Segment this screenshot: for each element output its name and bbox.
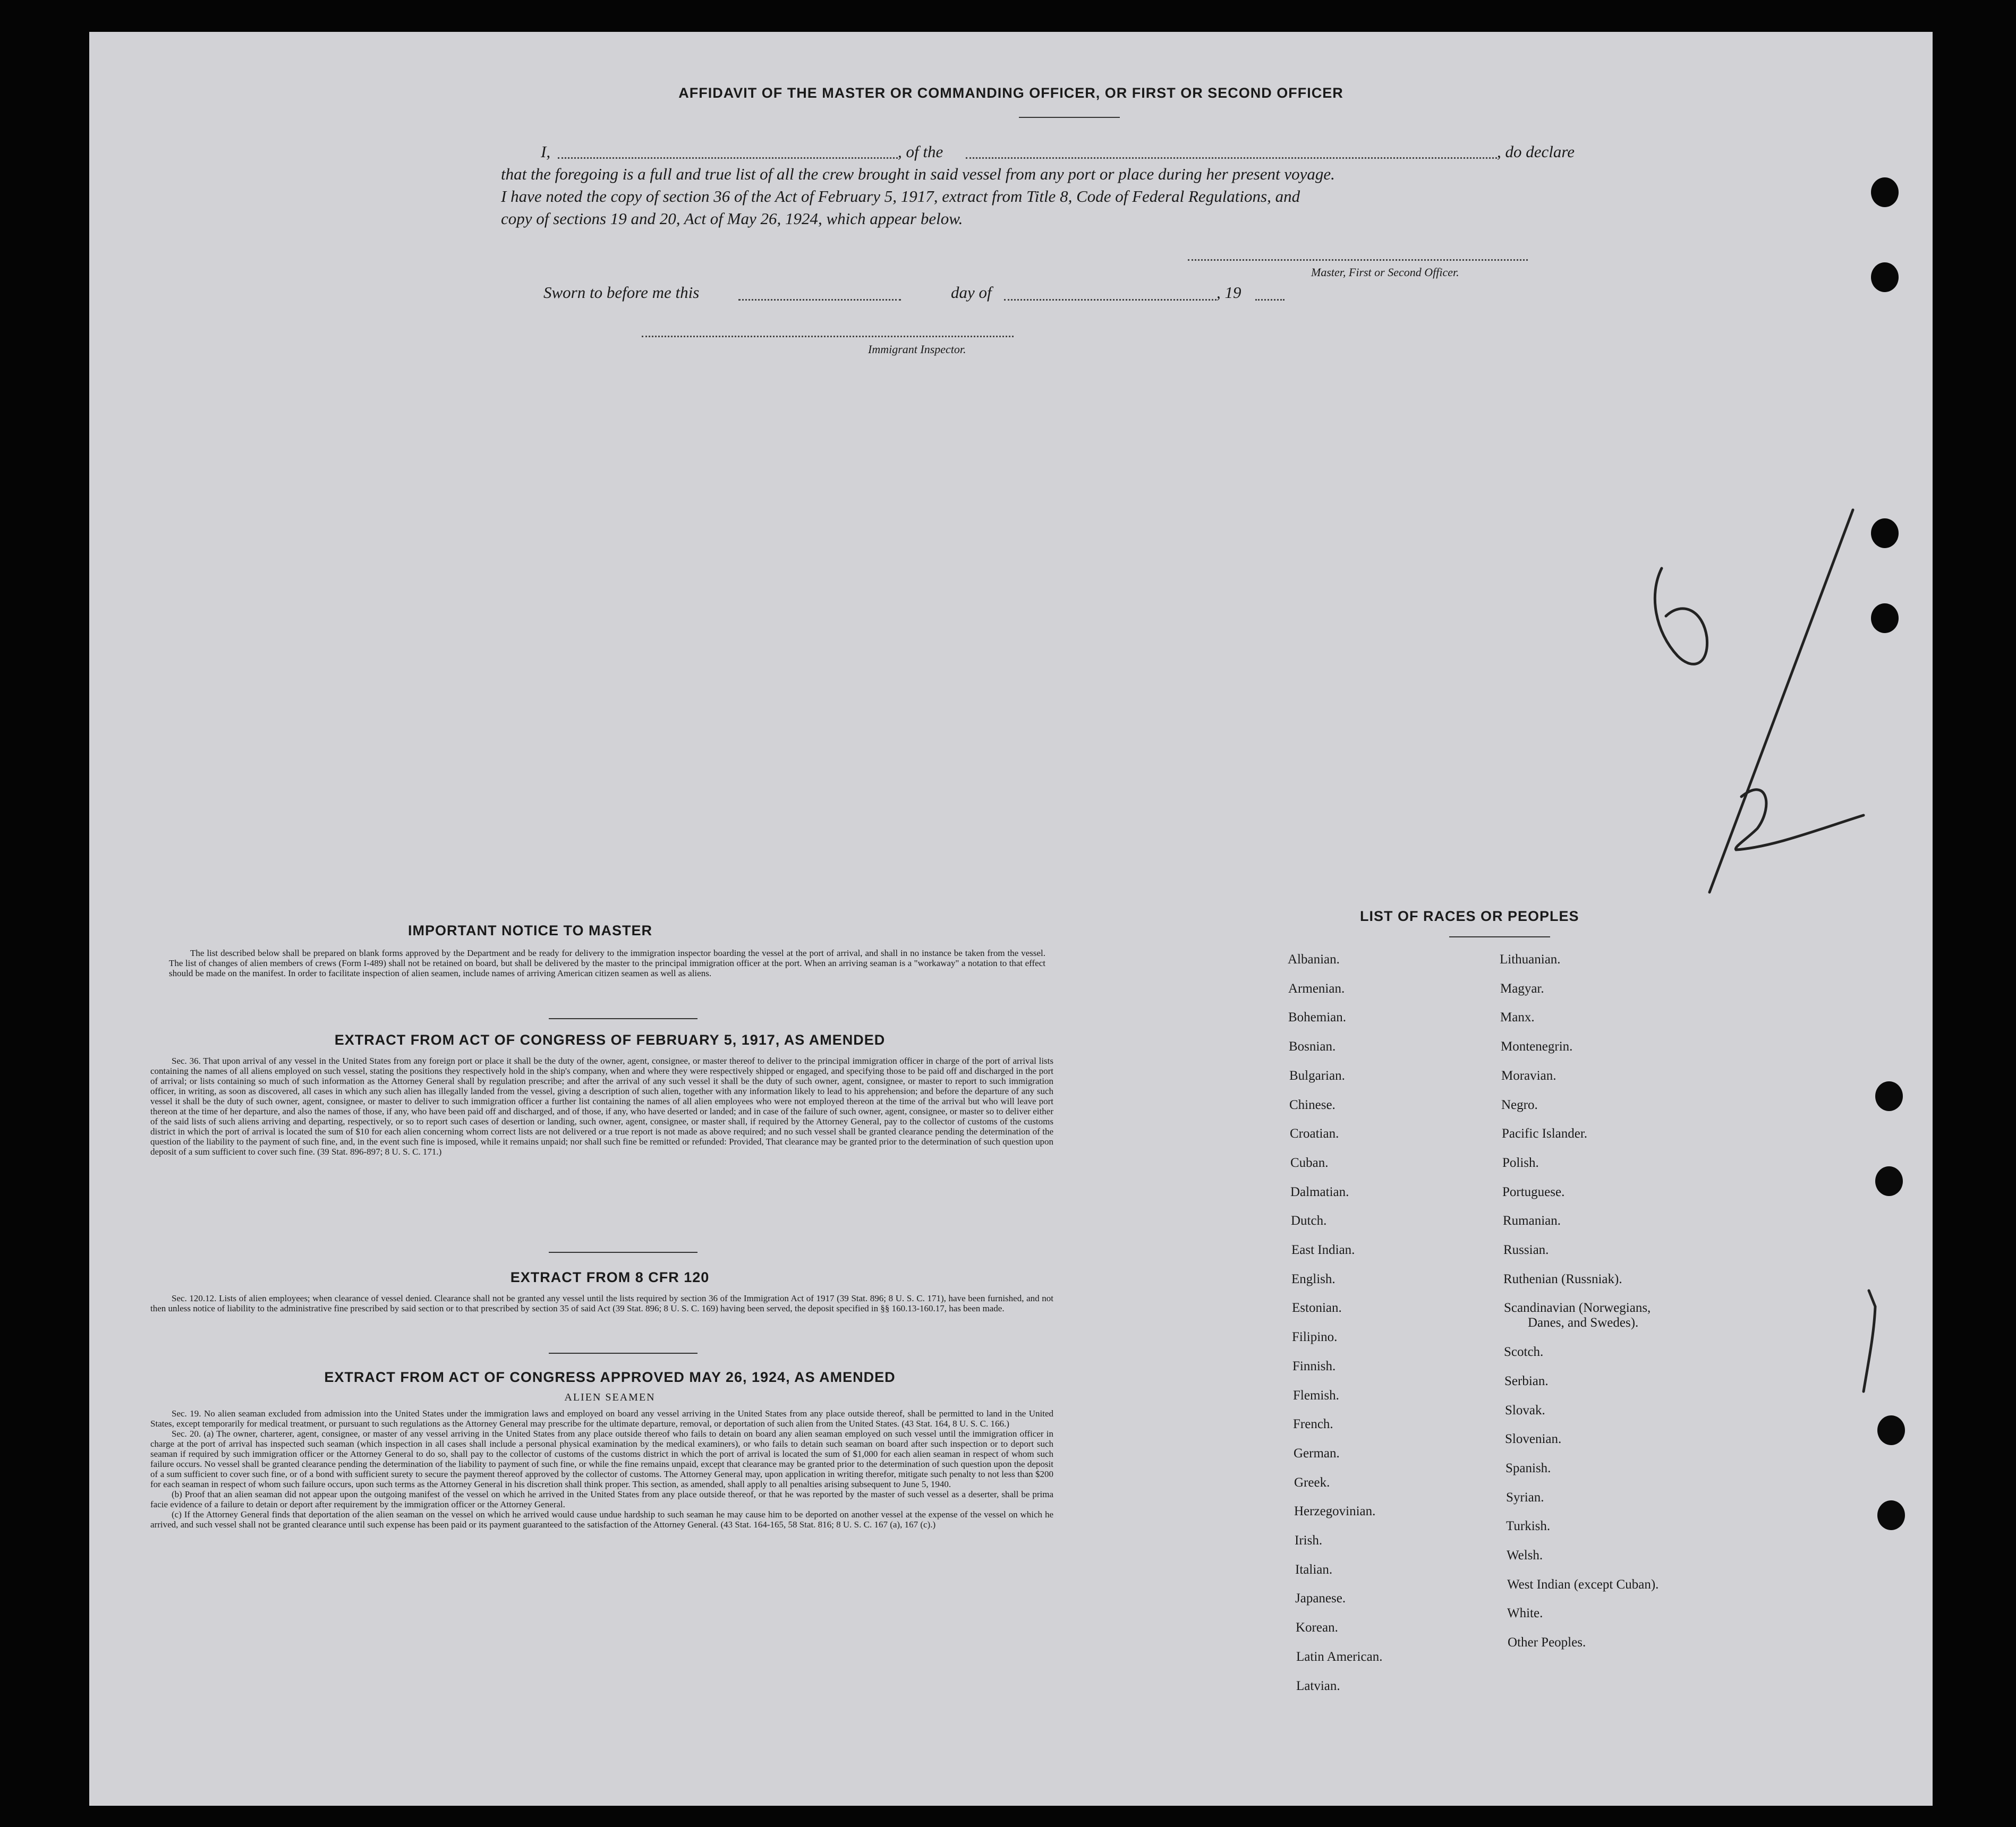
divider [1449, 936, 1550, 937]
inspector-signature-line[interactable] [642, 336, 1014, 337]
notice-body: The list described below shall be prepared on blank forms approved by the Department and be ready for delivery to the immigration inspector boarding the vessel at the port of arrival, and shall in no instance be taken from the vessel. The list of changes of alien members of crews (Form I-489) shall not be retained on board, but shall be delivered by the master to the principal immigration officer at the port. When an arriving seaman is a "workaway" a notation to that effect should be made on the manifest. In order to facilitate inspection of alien seamen, include names of arriving American citizen seamen as well as aliens. [169, 948, 1045, 978]
extract-1924-subtitle: ALIEN SEAMEN [564, 1391, 656, 1403]
divider [549, 1018, 697, 1019]
notice-title: IMPORTANT NOTICE TO MASTER [408, 923, 652, 938]
punch-hole [1871, 603, 1899, 633]
handwritten-one [1864, 1291, 1875, 1391]
punch-hole [1877, 1415, 1905, 1445]
race-item: Syrian. [1506, 1490, 1544, 1505]
affidavit-title: AFFIDAVIT OF THE MASTER OR COMMANDING OFFICER, OR FIRST OR SECOND OFFICER [678, 85, 1343, 101]
race-item: Filipino. [1292, 1330, 1338, 1344]
punch-hole [1871, 262, 1899, 292]
master-signature-label: Master, First or Second Officer. [1311, 266, 1459, 279]
sworn-year-blank[interactable] [1255, 299, 1285, 301]
affidavit-i: I, [541, 142, 551, 161]
race-item: West Indian (except Cuban). [1507, 1577, 1659, 1592]
race-item: Magyar. [1500, 981, 1544, 996]
extract-1924-sec20b: (b) Proof that an alien seaman did not appear upon the outgoing manifest of the vessel on which he arrived in the United States from any place outside thereof, or that he was reported by the master of such vessel as a deserter, shall be prima facie evidence of a failure to detain or deport after requirement by the immigration officer or the Attorney General. [150, 1489, 1053, 1509]
race-item: Scotch. [1504, 1345, 1544, 1359]
race-item: Chinese. [1289, 1098, 1336, 1112]
vessel-blank[interactable] [966, 157, 1497, 159]
race-item: Scandinavian (Norwegians, [1504, 1301, 1651, 1315]
race-item: Slovenian. [1505, 1432, 1562, 1446]
extract-1924-sec19: Sec. 19. No alien seaman excluded from admission into the United States under the immigration laws and employed on board any vessel arriving in the United States from any place outside thereof, shall be permitted to land in the United States, except temporarily for medical treatment, or pursuant to such regulations as the Attorney General may prescribe for the ultimate departure, removal, or deportation of such alien from the United States. (43 Stat. 164, 8 U. S. C. 166.) [150, 1408, 1053, 1429]
races-title: LIST OF RACES OR PEOPLES [1360, 908, 1579, 924]
inspector-signature-label: Immigrant Inspector. [868, 343, 966, 356]
race-item: Lithuanian. [1500, 952, 1561, 967]
race-item: Ruthenian (Russniak). [1503, 1272, 1622, 1286]
extract-1924-sec20a: Sec. 20. (a) The owner, charterer, agent, consignee, or master of any vessel arriving in the United States from any place outside thereof who fails to detain on board any alien seaman employed on such vessel until the immigration officer in charge at the port of arrival has inspected such seaman (which inspection in all cases shall include a personal physical examination by the medical examiners), or who fails to detain such seaman on board after such inspection or to deport such seaman if required by such immigration officer or the Attorney General to do so, shall pay to the collector of customs of the customs district in which the port of arrival is located the sum of $1,000 for each alien seaman in respect of whom such failure occurs. No vessel shall be granted clearance pending the determination of the liability to payment of such fine, or while the fine remains unpaid, except that clearance may be granted prior to the determination of such question upon the deposit of a sum sufficient to cover such fine, or of a bond with sufficient surety to secure the payment thereof approved by the collector of customs. The Attorney General may, upon application in writing therefor, mitigate such penalty to not less than $200 for each seaman in respect of whom such failure occurs, upon such terms as the Attorney General in his discretion shall think proper. This section, as amended, shall apply to all penalties arising subsequent to June 5, 1940. [150, 1429, 1053, 1489]
extract-1917-body: Sec. 36. That upon arrival of any vessel in the United States from any foreign port or place it shall be the duty of the owner, agent, consignee, or master thereof to deliver to the principal immigration officer in charge of the port of arrival lists containing the names of all aliens employed on such vessel, stating the positions they respectively hold in the ship's company, when and where they were respectively shipped or engaged, and specifying those to be paid off and discharged in the port of arrival; or lists containing so much of such information as the Attorney General shall by regulation prescribe; and after the arrival of any such vessel it shall be the duty of such owner, agent, consignee, or master to report to such immigration officer, in writing, as soon as discovered, all cases in which any such alien has illegally landed from the vessel, giving a description of such alien, together with any information likely to lead to his apprehension; and before the departure of any such vessel it shall be the duty of such owner, agent, consignee, or master to deliver to such immigration officer a further list containing the names of all alien employees who were not employed thereon at the time of the arrival but who will leave port thereon at the time of her departure, and also the names of those, if any, who have been paid off and discharged, and of those, if any, who have deserted or landed; and in case of the failure of such owner, agent, consignee, or master so to deliver either of the said lists of such aliens arriving and departing, respectively, or so to report such cases of desertion or landing, such owner, agent, consignee, or master shall, if required by the Attorney General, pay to the collector of customs of the customs district in which the port of arrival is located the sum of $10 for each alien concerning whom correct lists are not delivered or a true report is not made as above required; and no such vessel shall be granted clearance pending the determination of the question of the liability to the payment of such fine, and, in the event such fine is imposed, while it remains unpaid; nor shall such fine be remitted or refunded: Provided, That clearance may be granted prior to the determination of such question upon deposit of a sum sufficient to cover such fine. (39 Stat. 896-897; 8 U. S. C. 171.) [150, 1056, 1053, 1157]
race-item: Russian. [1503, 1243, 1549, 1257]
race-item: Herzegovinian. [1294, 1504, 1376, 1518]
sworn-day-blank[interactable] [738, 299, 901, 301]
race-item: Bulgarian. [1289, 1069, 1345, 1083]
race-item: Portuguese. [1502, 1185, 1565, 1199]
punch-hole [1875, 1081, 1903, 1111]
punch-hole [1871, 518, 1899, 548]
race-item: Albanian. [1288, 952, 1340, 967]
extract-1924-title: EXTRACT FROM ACT OF CONGRESS APPROVED MAY 26, 1924, AS AMENDED [324, 1369, 896, 1385]
race-item: Slovak. [1505, 1403, 1545, 1418]
punch-hole [1875, 1166, 1903, 1196]
affidavit-line2: that the foregoing is a full and true list of all the crew brought in said vessel from any port or place during her present voyage. [501, 165, 1335, 183]
race-item: Danes, and Swedes). [1528, 1316, 1639, 1330]
race-item: Dalmatian. [1290, 1185, 1349, 1199]
race-item: Greek. [1294, 1475, 1330, 1490]
affidavit-of-the: , of the [898, 142, 943, 161]
race-item: Finnish. [1292, 1359, 1336, 1373]
extract-1924-body [150, 1408, 1053, 1530]
race-item: Japanese. [1295, 1591, 1346, 1606]
race-item: French. [1293, 1417, 1333, 1431]
race-item: Rumanian. [1503, 1214, 1561, 1228]
race-item: Croatian. [1290, 1126, 1339, 1141]
affidavit-line4: copy of sections 19 and 20, Act of May 26, 1924, which appear below. [501, 209, 963, 228]
race-item: Spanish. [1505, 1461, 1551, 1475]
race-item: Latvian. [1296, 1679, 1340, 1693]
race-item: Flemish. [1293, 1388, 1339, 1403]
race-item: Moravian. [1501, 1069, 1556, 1083]
punch-hole [1877, 1500, 1905, 1530]
race-item: Latin American. [1296, 1650, 1383, 1664]
name-blank[interactable] [558, 157, 898, 159]
race-item: Welsh. [1507, 1548, 1543, 1563]
extract-1924-sec20c: (c) If the Attorney General finds that deportation of the alien seaman on the vessel on which he arrived would cause undue hardship to such seaman he may cause him to be deported on another vessel at the expense of the vessel on which he arrived, and such vessel shall not be granted clearance until such expense has been paid or its payment guaranteed to the satisfaction of the Attorney General. (43 Stat. 164-165, 58 Stat. 816; 8 U. S. C. 167 (a), 167 (c).) [150, 1509, 1053, 1530]
sworn-month-blank[interactable] [1004, 299, 1217, 301]
document-page [89, 32, 1933, 1806]
race-item: Irish. [1295, 1533, 1323, 1548]
affidavit-declare: , do declare [1497, 142, 1575, 161]
race-item: German. [1294, 1446, 1340, 1461]
affidavit-line3: I have noted the copy of section 36 of the Act of February 5, 1917, extract from Title 8, Code of Federal Regulations, and [501, 187, 1300, 206]
race-item: Other Peoples. [1508, 1635, 1586, 1650]
extract-cfr-body: Sec. 120.12. Lists of alien employees; when clearance of vessel denied. Clearance shall not be granted any vessel until the lists required by section 36 of the Immigration Act of 1917 (39 Stat. 896; 8 U. S. C. 171), have been furnished, and not then unless notice of liability to the administrative fine prescribed by said section or to that prescribed by section 35 of said Act (39 Stat. 896; 8 U. S. C. 169) having been served, the deposit specified in §§ 160.13-160.17, has been made. [150, 1293, 1053, 1313]
divider [549, 1353, 697, 1354]
year-label: , 19 [1217, 283, 1241, 302]
race-item: Italian. [1295, 1563, 1333, 1577]
race-item: Estonian. [1292, 1301, 1342, 1315]
race-item: Bohemian. [1288, 1010, 1347, 1025]
handwritten-slash [1709, 510, 1853, 892]
handwritten-six [1655, 568, 1707, 664]
day-of-label: day of [951, 283, 992, 302]
race-item: Manx. [1500, 1010, 1535, 1025]
race-item: White. [1507, 1606, 1543, 1620]
race-item: Armenian. [1288, 981, 1345, 996]
punch-hole [1871, 177, 1899, 207]
race-item: English. [1291, 1272, 1336, 1286]
divider [549, 1252, 697, 1253]
race-item: Polish. [1502, 1156, 1539, 1170]
extract-cfr-title: EXTRACT FROM 8 CFR 120 [510, 1269, 710, 1285]
extract-1917-title: EXTRACT FROM ACT OF CONGRESS OF FEBRUARY 5, 1917, AS AMENDED [334, 1032, 886, 1048]
race-item: East Indian. [1291, 1243, 1355, 1257]
race-item: Cuban. [1290, 1156, 1329, 1170]
race-item: Korean. [1296, 1620, 1338, 1635]
divider [1019, 117, 1120, 118]
sworn-label: Sworn to before me this [543, 283, 700, 302]
master-signature-line[interactable] [1188, 259, 1528, 261]
handwritten-two [1736, 790, 1864, 850]
race-item: Turkish. [1506, 1519, 1551, 1533]
race-item: Pacific Islander. [1502, 1126, 1588, 1141]
race-item: Bosnian. [1289, 1039, 1336, 1054]
race-item: Dutch. [1291, 1214, 1327, 1228]
race-item: Negro. [1501, 1098, 1538, 1112]
race-item: Montenegrin. [1501, 1039, 1573, 1054]
race-item: Serbian. [1504, 1374, 1549, 1388]
